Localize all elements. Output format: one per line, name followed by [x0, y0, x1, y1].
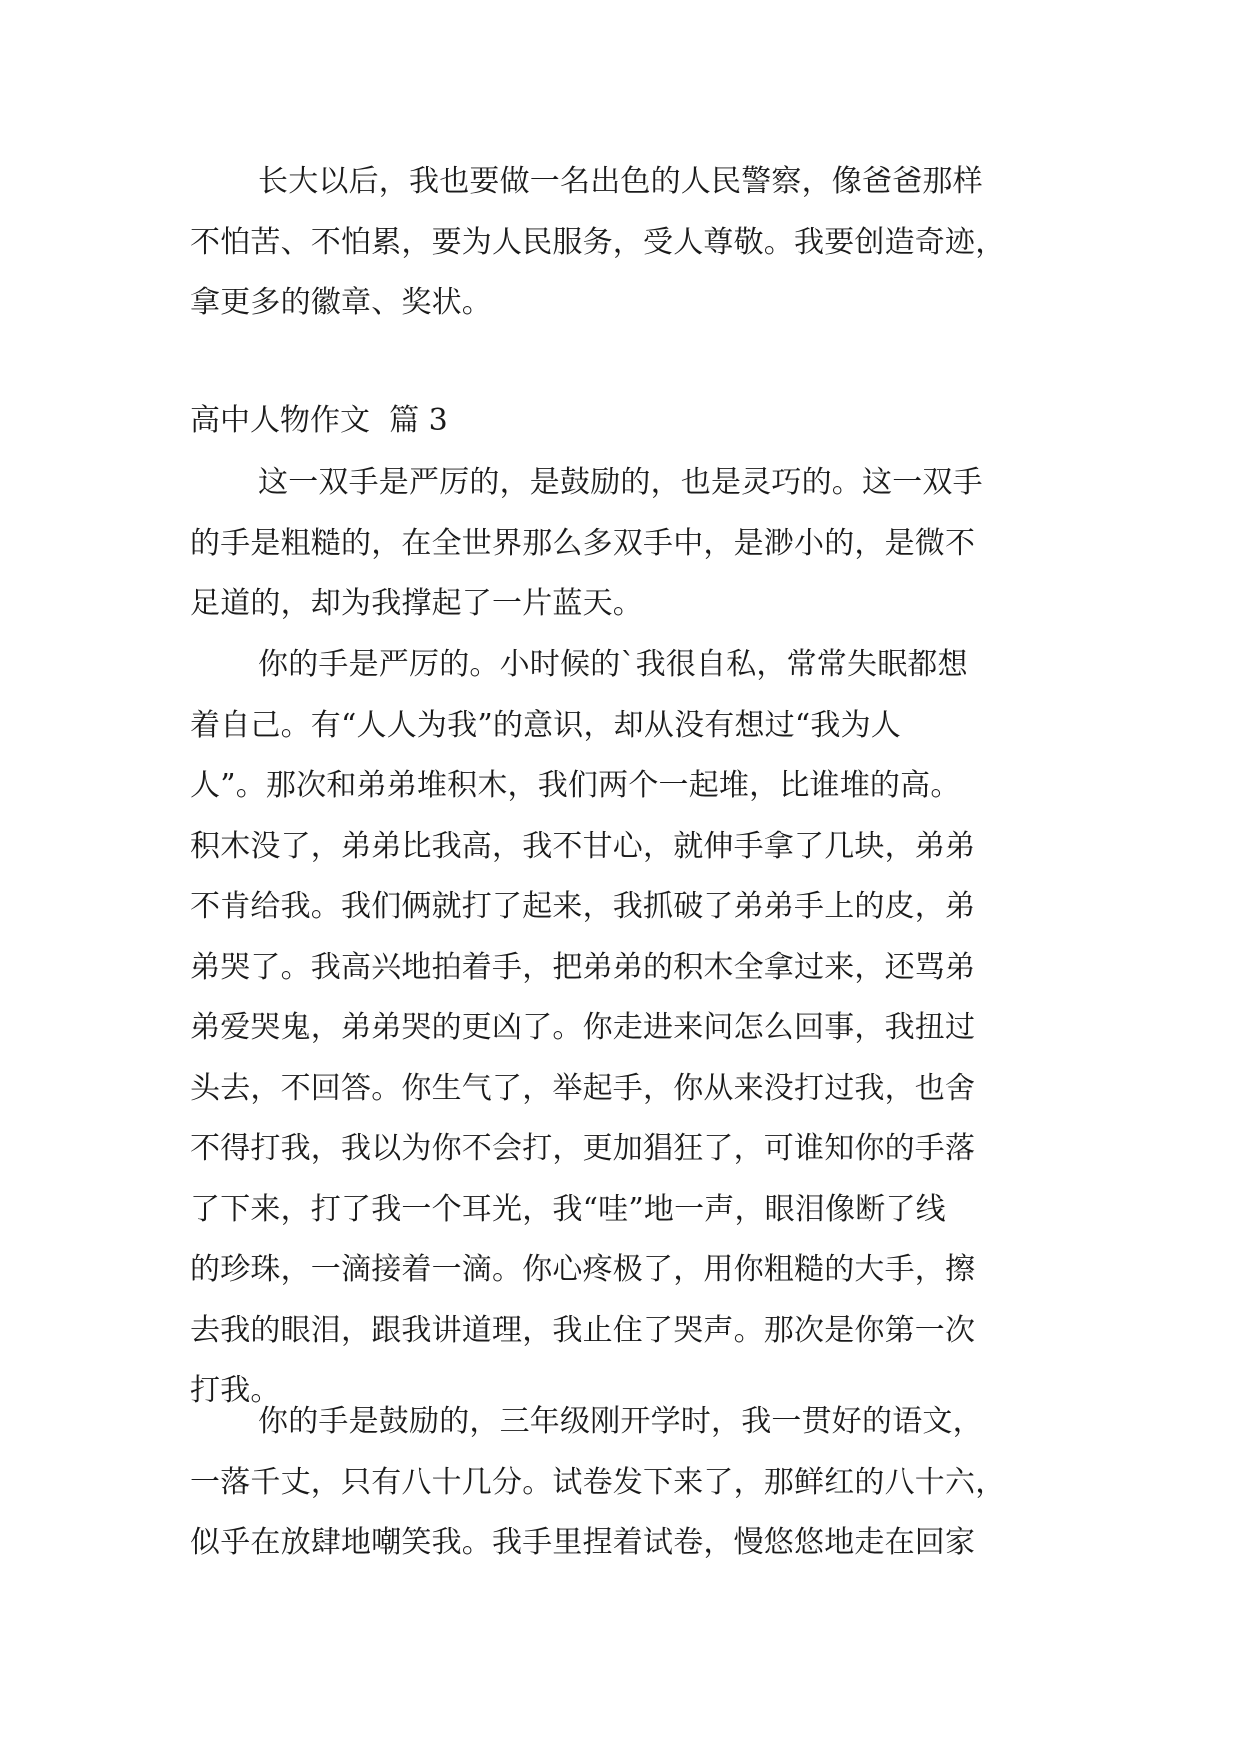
- paragraph-3: [190, 635, 1050, 1422]
- text-line: 拿更多的徽章、奖状。: [190, 285, 492, 320]
- text-line: 不得打我，我以为你不会打，更加猖狂了，可谁知你的手落: [190, 1131, 976, 1166]
- text-line: 弟哭了。我高兴地拍着手，把弟弟的积木全拿过来，还骂弟: [190, 949, 976, 985]
- text-line: 你的手是严厉的。小时候的`我很自私，常常失眠都想: [258, 647, 968, 682]
- section-heading: 高中人物作文 篇 3: [190, 403, 448, 438]
- text-line: 了下来，打了我一个耳光，我“哇”地一声，眼泪像断了线: [190, 1191, 946, 1227]
- text-line: 弟爱哭鬼，弟弟哭的更凶了。你走进来问怎么回事，我扭过: [190, 1010, 976, 1045]
- text-line: 足道的，却为我撑起了一片蓝天。: [190, 586, 643, 621]
- text-line: 人”。那次和弟弟堆积木，我们两个一起堆，比谁堆的高。: [190, 768, 961, 803]
- text-line: 积木没了，弟弟比我高，我不甘心，就伸手拿了几块，弟弟: [190, 828, 976, 864]
- text-line: 的珍珠，一滴接着一滴。你心疼极了，用你粗糙的大手，擦: [190, 1252, 976, 1287]
- text-line: 头去，不回答。你生气了，举起手，你从来没打过我，也舍: [190, 1070, 976, 1106]
- paragraph-4: [190, 1392, 1050, 1574]
- text-line: 不肯给我。我们俩就打了起来，我抓破了弟弟手上的皮，弟: [190, 889, 976, 924]
- paragraph-2: [190, 453, 1050, 635]
- text-line: 这一双手是严厉的，是鼓励的，也是灵巧的。这一双手: [258, 465, 983, 500]
- text-line: 长大以后，我也要做一名出色的人民警察，像爸爸那样: [258, 164, 983, 199]
- paragraph-1: [190, 152, 1050, 334]
- text-line: 的手是粗糙的，在全世界那么多双手中，是渺小的，是微不: [190, 525, 976, 561]
- text-line: 一落千丈，只有八十几分。试卷发下来了，那鲜红的八十六，: [190, 1464, 1006, 1500]
- text-line: 着自己。有“人人为我”的意识，却从没有想过“我为人: [190, 707, 902, 743]
- text-line: 似乎在放肆地嘲笑我。我手里捏着试卷，慢悠悠地走在回家: [190, 1525, 976, 1560]
- text-line: 打我。: [190, 1373, 281, 1408]
- text-line: 你的手是鼓励的，三年级刚开学时，我一贯好的语文，: [258, 1404, 983, 1439]
- text-line: 不怕苦、不怕累，要为人民服务，受人尊敬。我要创造奇迹，: [190, 224, 1006, 260]
- text-line: 去我的眼泪，跟我讲道理，我止住了哭声。那次是你第一次: [190, 1312, 976, 1348]
